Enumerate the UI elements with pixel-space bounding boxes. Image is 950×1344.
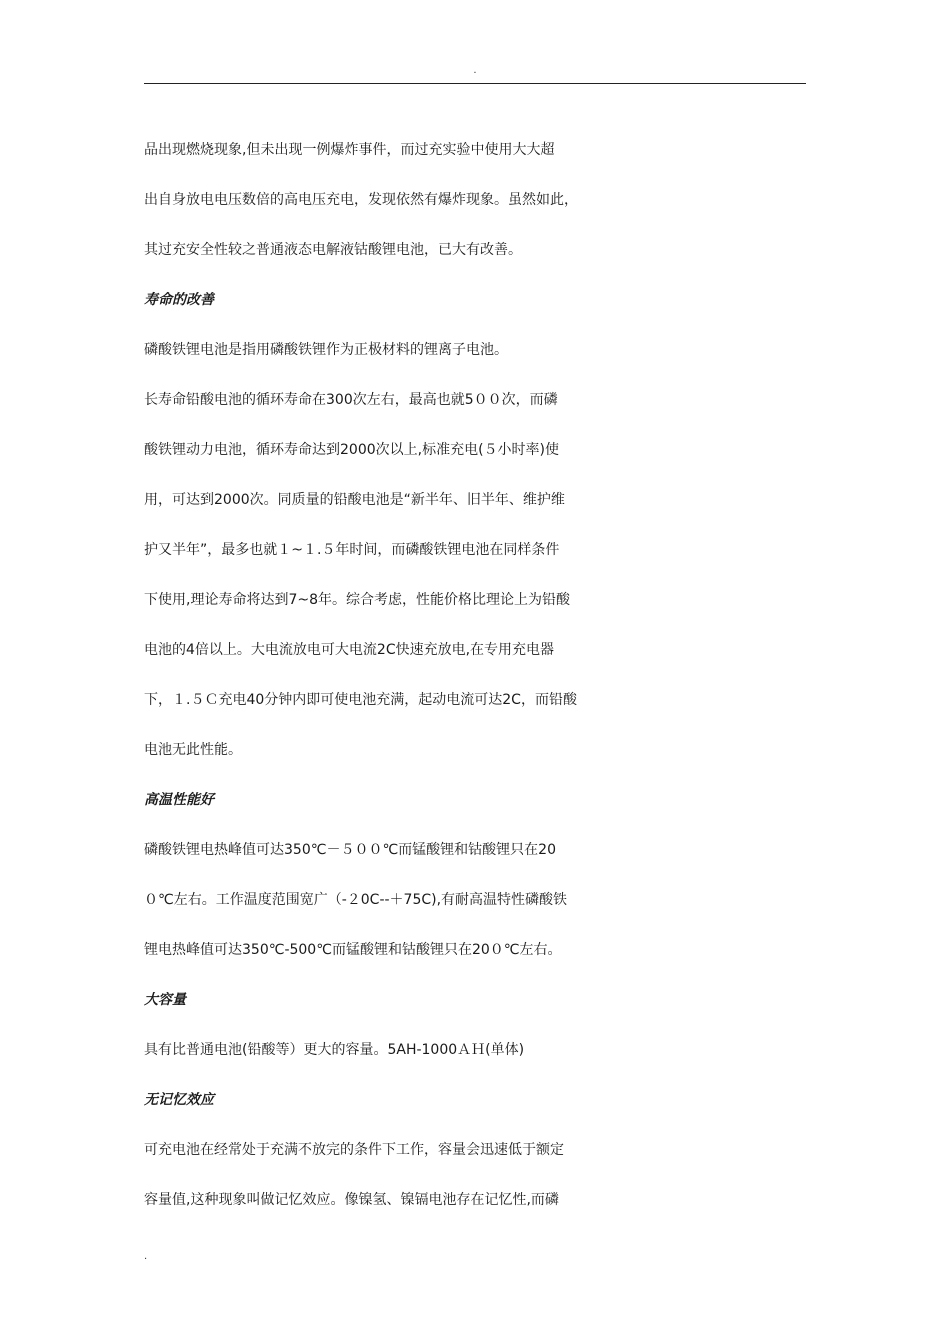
- body-text-line: 其过充安全性较之普通液态电解液钴酸锂电池，已大有改善。: [144, 242, 522, 258]
- body-text-line: 出自身放电电压数倍的高电压充电，发现依然有爆炸现象。虽然如此，: [144, 192, 578, 208]
- body-text-line: 用，可达到2000次。同质量的铅酸电池是“新半年、旧半年、维护维: [144, 492, 565, 508]
- body-text-line: 酸铁锂动力电池，循环寿命达到2000次以上,标准充电(５小时率)使: [144, 442, 560, 458]
- body-text-line: 容量值,这种现象叫做记忆效应。像镍氢、镍镉电池存在记忆性,而磷: [144, 1192, 559, 1208]
- body-text-line: 电池无此性能。: [144, 742, 242, 758]
- body-text-line: 品出现燃烧现象,但未出现一例爆炸事件，而过充实验中使用大大超: [144, 142, 555, 158]
- section-heading: 高温性能好: [144, 792, 214, 808]
- section-heading: 无记忆效应: [144, 1092, 214, 1108]
- body-text-line: 下，１.５Ｃ充电40分钟内即可使电池充满，起动电流可达2C，而铅酸: [144, 692, 577, 708]
- footer-mark: .: [144, 1251, 148, 1262]
- body-text-line: 电池的4倍以上。大电流放电可大电流2C快速充放电,在专用充电器: [144, 642, 555, 658]
- section-heading: 寿命的改善: [144, 292, 214, 308]
- body-text-line: 护又半年”，最多也就１~１.５年时间，而磷酸铁锂电池在同样条件: [144, 542, 560, 558]
- body-text-line: 磷酸铁锂电热峰值可达350℃－５００℃而锰酸锂和钴酸锂只在20: [144, 842, 556, 858]
- section-heading: 大容量: [144, 992, 186, 1008]
- body-text-line: ０℃左右。工作温度范围宽广（-２0C--＋75C),有耐高温特性磷酸铁: [144, 892, 568, 908]
- body-text-line: 下使用,理论寿命将达到7~8年。综合考虑，性能价格比理论上为铅酸: [144, 592, 570, 608]
- header-divider: [144, 83, 806, 84]
- body-text-line: 锂电热峰值可达350℃-500℃而锰酸锂和钴酸锂只在20０℃左右。: [144, 942, 562, 958]
- body-text-line: 磷酸铁锂电池是指用磷酸铁锂作为正极材料的锂离子电池。: [144, 342, 508, 358]
- header-mark: .: [473, 65, 477, 76]
- body-text-line: 长寿命铅酸电池的循环寿命在300次左右，最高也就5００次，而磷: [144, 392, 558, 408]
- body-text-line: 可充电池在经常处于充满不放完的条件下工作，容量会迅速低于额定: [144, 1142, 564, 1158]
- body-text-line: 具有比普通电池(铅酸等）更大的容量。5AH-1000ＡＨ(单体): [144, 1042, 525, 1058]
- document-body: [144, 125, 814, 1225]
